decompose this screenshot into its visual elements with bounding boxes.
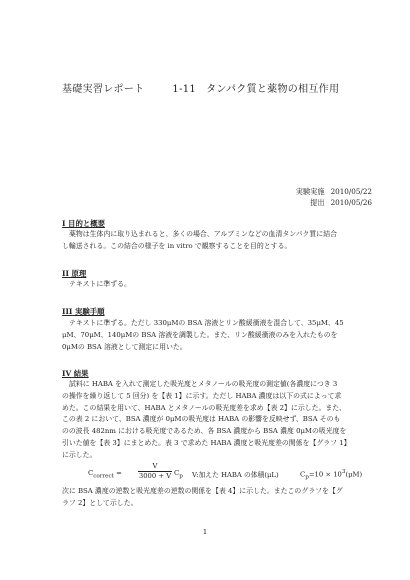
results-num: IV [62, 369, 72, 378]
results-text [62, 379, 356, 462]
procedure-line: μM、70μM、140μMの BSA 溶液を調製した。また、リン酸緩衝液のみを入れたものを [62, 330, 338, 339]
results-text-continued [62, 486, 356, 510]
principle-num: II [62, 269, 69, 278]
conduct-date-row [296, 186, 372, 197]
purpose-num: I [62, 219, 66, 228]
formula-numerator: V [138, 462, 172, 472]
page-number: 1 [202, 528, 208, 536]
principle-text [62, 279, 356, 291]
formula-lhs-symbol: C [88, 469, 94, 477]
formula-cp-sub: p [179, 473, 183, 480]
principle-heading [62, 268, 86, 279]
procedure-title: 実験手順 [74, 307, 105, 316]
formula-lhs [88, 469, 122, 479]
results-line: に示した。 [62, 450, 97, 459]
procedure-line: 0μMの BSA 溶液として測定に用いた。 [62, 342, 187, 351]
results-after-line: ラフ 2】として示した。 [62, 498, 138, 507]
procedure-num: III [62, 307, 73, 316]
formula-cp [174, 469, 183, 479]
report-title [62, 80, 382, 95]
results-line: めた。この結果を用いて、HABA とメタノールの吸光度差を求め【表 2】に示した。また、 [62, 403, 347, 412]
conduct-date: 2010/05/22 [330, 187, 372, 196]
results-line: 試料に HABA を入れて測定した吸光度とメタノールの吸光度の測定値(各濃度につき 3 [69, 380, 338, 388]
formula-cp2-sub: p [305, 474, 309, 481]
procedure-line: テキストに準ずる。ただし 330μMの BSA 溶液とリン酸緩衝液を混合して、35μM、45 [69, 319, 344, 327]
submit-date-row [296, 197, 372, 208]
formula-fraction [138, 462, 172, 481]
formula-cp2-unit: (μM) [345, 470, 363, 479]
results-heading [62, 368, 89, 379]
purpose-text [62, 229, 356, 253]
conduct-label: 実験実施 [295, 187, 325, 196]
formula-equals: = [116, 469, 122, 477]
formula-cp2-exp: 3 [341, 469, 346, 475]
results-line: この表 2 において、BSA 濃度が 0μMの吸光度は HABA の影響を反映せず、BSA そのも [62, 415, 341, 424]
formula-cp2-value: =10 × 10 [308, 470, 342, 479]
formula-lhs-sub: correct [93, 473, 114, 480]
submit-label: 提出 [310, 198, 325, 207]
results-after-line: 次に BSA 濃度の逆数と吸光度差の逆数の関係を【表 4】に示した。またこのグラフを【グ [62, 487, 343, 495]
procedure-text [62, 318, 356, 353]
purpose-line: し輸送される。この結合の様子を in vitro で観察することを目的とする。 [62, 241, 292, 250]
title-number: 1-11 [172, 84, 197, 95]
formula-cp2-symbol: C [300, 470, 306, 479]
procedure-heading [62, 306, 105, 317]
purpose-heading [62, 218, 105, 229]
purpose-line: 薬物は生体内に取り込まれると、多くの場合、アルブミンなどの血清タンパク質に結合 [69, 230, 337, 238]
results-line: の操作を繰り返して 5 回分) を【表 1】に示す。ただし HABA 濃度は以下の式によって求 [62, 391, 342, 400]
principle-title: 原理 [71, 269, 87, 278]
haba-formula [88, 462, 388, 484]
results-title: 結果 [73, 369, 89, 378]
results-line: のの波長 482nm における吸光度であるため、各 BSA 濃度から BSA 濃度 0μMの吸光度を [62, 427, 347, 436]
results-line: 引いた値を【表 3】にまとめた。表 3 で求めた HABA 濃度と吸光度差の関係を【グラフ 1】 [62, 438, 351, 447]
date-block [296, 186, 372, 208]
purpose-title: 目的と概要 [68, 219, 106, 228]
title-left: 基礎実習レポート [62, 84, 145, 95]
title-right: タンパク質と薬物の相互作用 [206, 84, 340, 95]
formula-cp-symbol: C [174, 469, 180, 477]
submit-date: 2010/05/26 [330, 198, 372, 207]
formula-denominator: 3000 + V [138, 472, 172, 480]
principle-line: テキストに準ずる。 [69, 280, 131, 288]
formula-cp-value [300, 469, 362, 481]
formula-note: V:加えた HABA の体積(μL) [192, 471, 279, 479]
